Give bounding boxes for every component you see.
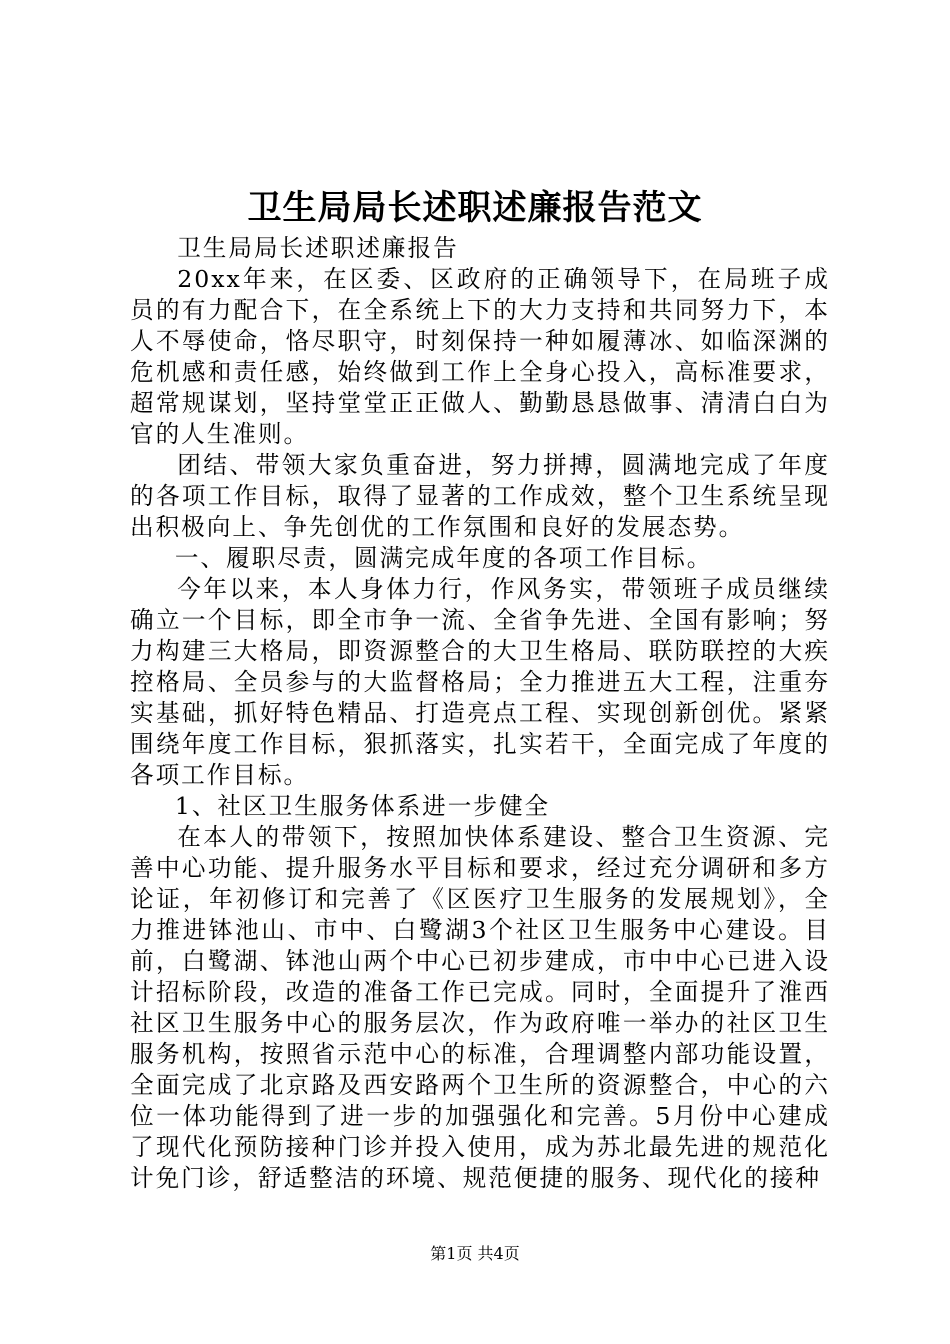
paragraph-summary: 团结、带领大家负重奋进，努力拼搏，圆满地完成了年度的各项工作目标，取得了显著的工作成效，整个卫生系统呈现出积极向上、争先创优的工作氛围和良好的发展态势。 [130,451,830,541]
document-body [130,233,830,1194]
paragraph-section-1: 今年以来，本人身体力行，作风务实，带领班子成员继续确立一个目标，即全市争一流、全省争先进、全国有影响；努力构建三大格局，即资源整合的大卫生格局、联防联控的大疾控格局、全员参与的大监督格局；全力推进五大工程，注重夯实基础，抓好特色精品、打造亮点工程、实现创新创优。紧紧围绕年度工作目标，狠抓落实，扎实若干，全面完成了年度的各项工作目标。 [130,575,830,789]
document-title: 卫生局局长述职述廉报告范文 [247,188,703,228]
paragraph-subsection-1: 在本人的带领下，按照加快体系建设、整合卫生资源、完善中心功能、提升服务水平目标和要求，经过充分调研和多方论证，年初修订和完善了《区医疗卫生服务的发展规划》，全力推进钵池山、市中、白鹭湖3个社区卫生服务中心建设。目前，白鹭湖、钵池山两个中心已初步建成，市中中心已进入设计招标阶段，改造的准备工作已完成。同时，全面提升了淮西社区卫生服务中心的服务层次，作为政府唯一举办的社区卫生服务机构，按照省示范中心的标准，合理调整内部功能设置，全面完成了北京路及西安路两个卫生所的资源整合，中心的六位一体功能得到了进一步的加强强化和完善。5月份中心建成了现代化预防接种门诊并投入使用，成为苏北最先进的规范化计免门诊，舒适整洁的环境、规范便捷的服务、现代化的接种 [130,823,830,1192]
paragraph-subtitle: 卫生局局长述职述廉报告 [177,234,459,262]
paragraph-intro: 20xx年来，在区委、区政府的正确领导下，在局班子成员的有力配合下，在全系统上下的大力支持和共同努力下，本人不辱使命，恪尽职守，时刻保持一种如履薄冰、如临深渊的危机感和责任感，始终做到工作上全身心投入，高标准要求，超常规谋划，坚持堂堂正正做人、勤勤恳恳做事、清清白白为官的人生准则。 [130,265,830,448]
subsection-heading-1: 1、社区卫生服务体系进一步健全 [174,792,551,820]
section-heading-1: 一、履职尽责，圆满完成年度的各项工作目标。 [174,544,713,572]
page-footer: 第1页 共4页 [430,1244,520,1263]
